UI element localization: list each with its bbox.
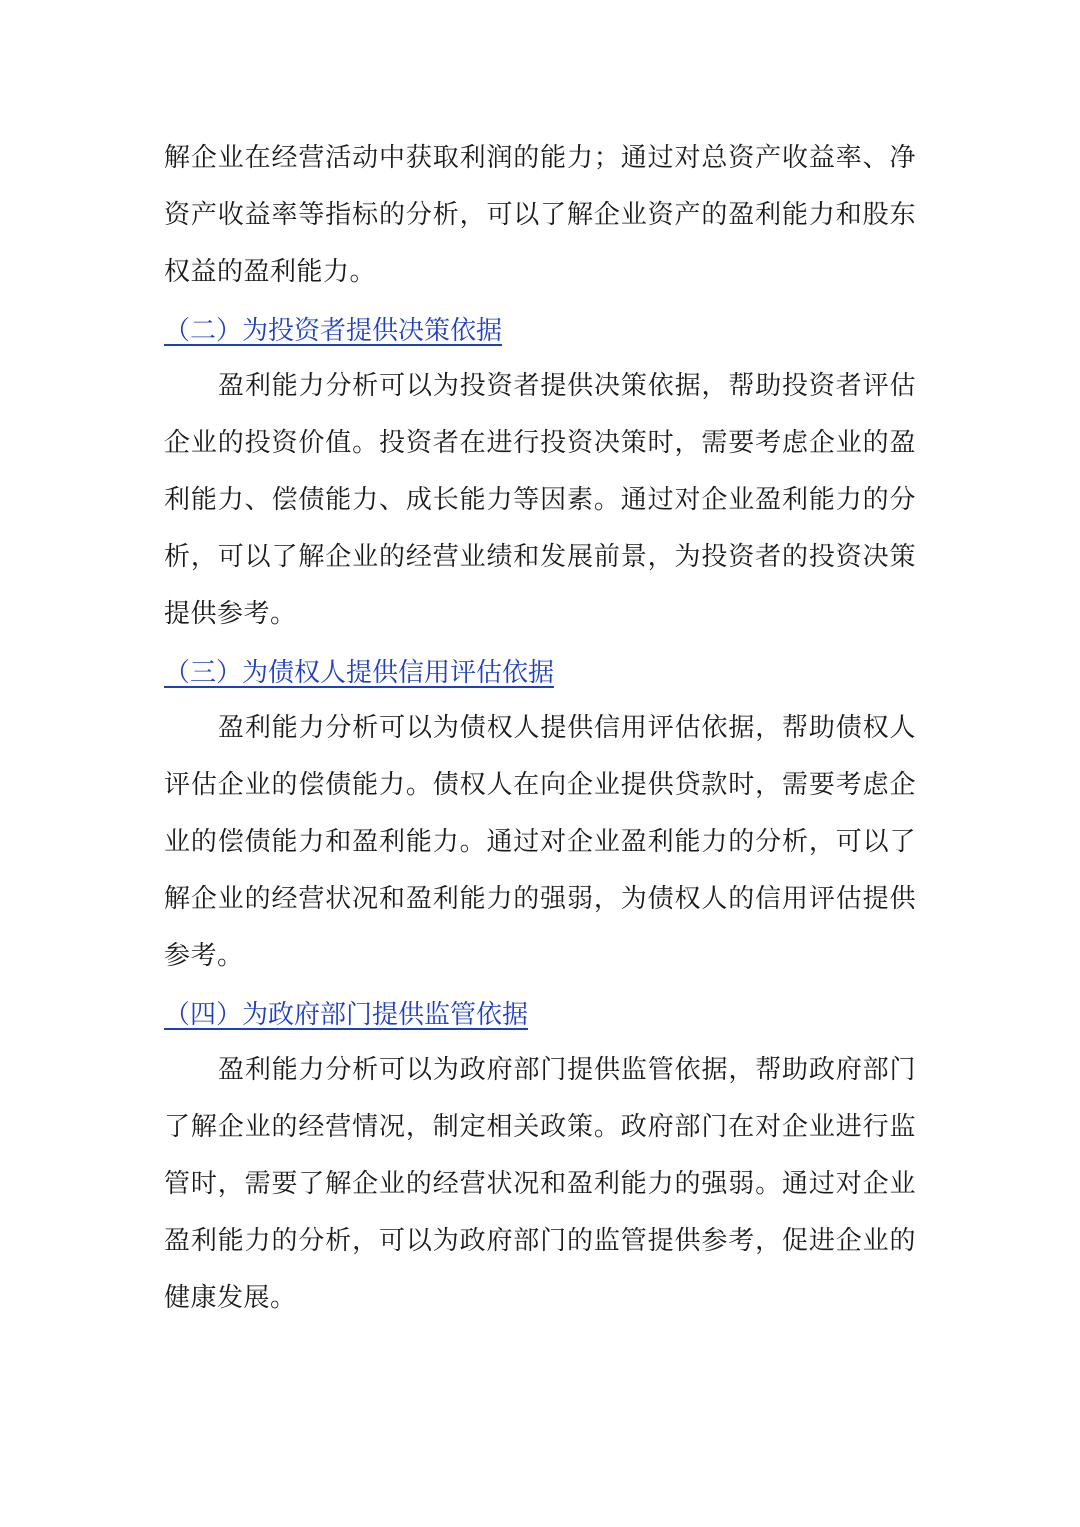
section-heading-government[interactable]: （四）为政府部门提供监管依据	[164, 1000, 529, 1030]
section-heading-row	[164, 643, 916, 700]
document-page	[164, 130, 916, 1327]
section-heading-investors[interactable]: （二）为投资者提供决策依据	[164, 316, 503, 346]
section-heading-row	[164, 301, 916, 358]
section-heading-row	[164, 985, 916, 1042]
section-body-creditors: 盈利能力分析可以为债权人提供信用评估依据，帮助债权人评估企业的偿债能力。债权人在向企业提供贷款时，需要考虑企业的偿债能力和盈利能力。通过对企业盈利能力的分析，可以了解企业的经营状况和盈利能力的强弱，为债权人的信用评估提供参考。	[164, 713, 916, 971]
section-body-investors: 盈利能力分析可以为投资者提供决策依据，帮助投资者评估企业的投资价值。投资者在进行投资决策时，需要考虑企业的盈利能力、偿债能力、成长能力等因素。通过对企业盈利能力的分析，可以了解企业的经营业绩和发展前景，为投资者的投资决策提供参考。	[164, 371, 916, 629]
section-body-government: 盈利能力分析可以为政府部门提供监管依据，帮助政府部门了解企业的经营情况，制定相关政策。政府部门在对企业进行监管时，需要了解企业的经营状况和盈利能力的强弱。通过对企业盈利能力的分析，可以为政府部门的监管提供参考，促进企业的健康发展。	[164, 1055, 916, 1313]
intro-paragraph: 解企业在经营活动中获取利润的能力；通过对总资产收益率、净资产收益率等指标的分析，可以了解企业资产的盈利能力和股东权益的盈利能力。	[164, 143, 916, 287]
section-heading-creditors[interactable]: （三）为债权人提供信用评估依据	[164, 658, 555, 688]
